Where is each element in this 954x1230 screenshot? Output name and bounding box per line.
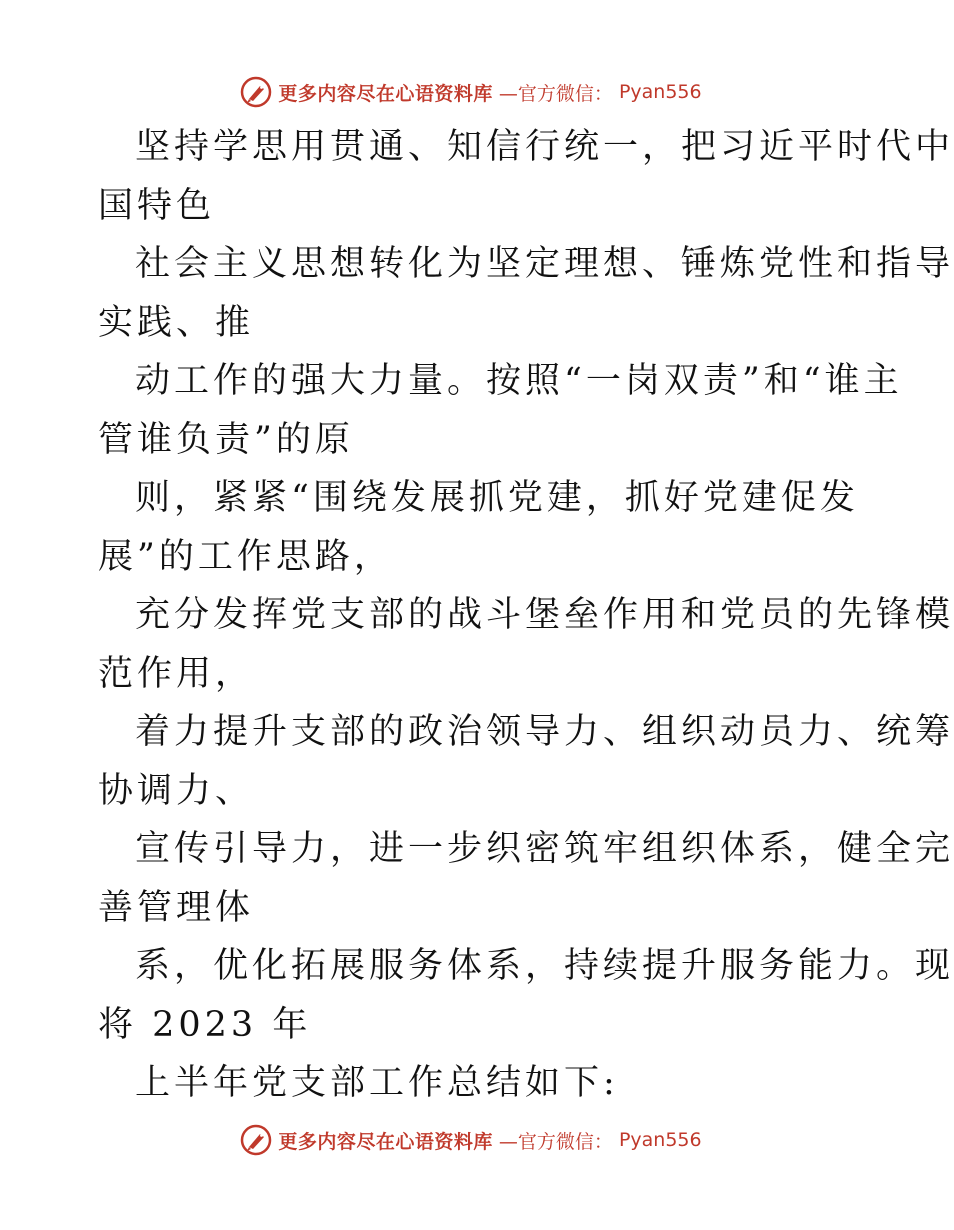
body-line: 善管理体 (98, 887, 255, 928)
banner-site-text: 更多内容尽在心语资料库 (278, 1130, 493, 1153)
body-line: 协调力、 (98, 770, 255, 811)
body-line: 宣传引导力，进一步织密筑牢组织体系，健全完 (135, 829, 954, 869)
body-line: 着力提升支部的政治领导力、组织动员力、统筹 (135, 712, 954, 752)
header-watermark-banner (0, 72, 950, 112)
body-line: 范作用， (98, 653, 255, 694)
body-line: 上半年党支部工作总结如下: (135, 1063, 619, 1103)
body-line: 系，优化拓展服务体系，持续提升服务能力。现 (135, 946, 954, 986)
pen-nib-logo-icon (240, 1124, 272, 1156)
banner-wechat-id: Pyan556 (618, 1129, 702, 1151)
body-line: 则，紧紧“围绕发展抓党建，抓好党建促发 (135, 478, 859, 518)
body-line: 社会主义思想转化为坚定理想、锤炼党性和指导 (135, 244, 954, 284)
body-line: 国特色 (98, 185, 216, 226)
body-line: 管谁负责”的原 (98, 419, 354, 460)
body-line: 将 2023 年 (98, 1004, 312, 1045)
body-line: 坚持学思用贯通、知信行统一，把习近平时代中 (135, 127, 954, 167)
pen-nib-logo-icon (240, 76, 272, 108)
body-line: 充分发挥党支部的战斗堡垒作用和党员的先锋模 (135, 595, 954, 635)
body-line: 动工作的强大力量。按照“一岗双责”和“谁主 (135, 361, 903, 401)
footer-watermark-banner (0, 1120, 950, 1160)
banner-site-text: 更多内容尽在心语资料库 (278, 82, 493, 105)
body-line: 展”的工作思路， (98, 536, 393, 577)
banner-wechat-id: Pyan556 (618, 81, 702, 103)
body-line: 实践、推 (98, 302, 255, 343)
banner-dash-text: —官方微信： (498, 82, 613, 105)
document-body (98, 118, 954, 1113)
banner-dash-text: —官方微信： (498, 1130, 613, 1153)
